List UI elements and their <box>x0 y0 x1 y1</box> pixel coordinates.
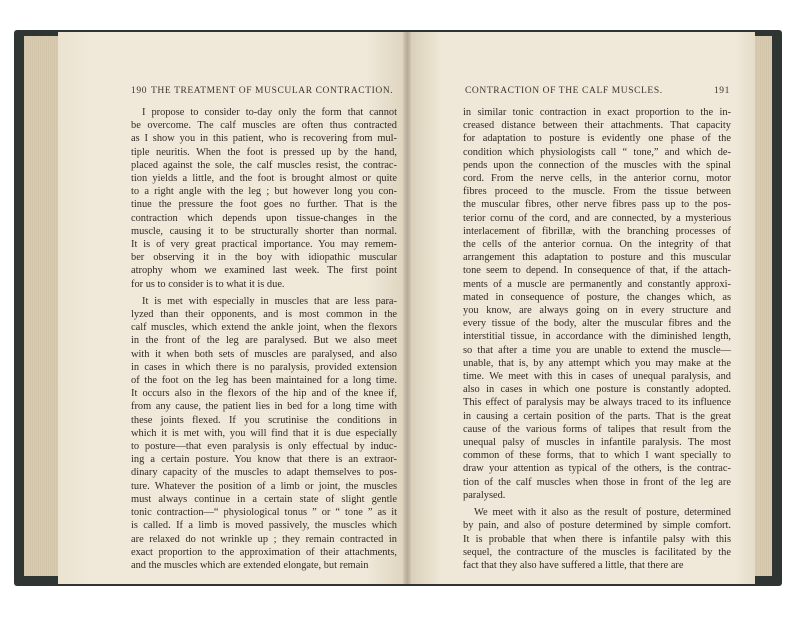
text-line: ber observing it in the boy with idiopathic muscular <box>131 252 397 264</box>
text-line: I propose to consider to-day only the form that cannot <box>142 107 397 118</box>
text-line: the cells of the anterior cornua. On the integrity of that <box>463 239 731 251</box>
text-line: ing a certain posture. You know that there is an extraor- <box>131 454 397 466</box>
open-book <box>14 30 782 586</box>
text-line: and the muscles which are extended elongate, but remain <box>131 559 369 571</box>
text-line: tonic contraction—“ physiological tonus ” or “ tone ” as it <box>131 507 397 519</box>
text-line: paralysed. <box>463 489 506 501</box>
text-line: creased distance between their attachments. That capacity <box>463 120 731 132</box>
text-line: from any cause, the patient lies in bed for a long time with <box>131 401 397 413</box>
text-line: unequal palsy of muscles in infantile paralysis. The most <box>463 437 731 449</box>
text-line: in cases in which there is no paralysis, provided extension <box>131 361 397 373</box>
text-line: be overcome. The calf muscles are often thus contracted <box>131 120 397 132</box>
text-line: which it is met with, you will find that it is due especially <box>131 427 397 439</box>
text-line: ments of a muscle are permanently and constantly approxi- <box>463 278 731 290</box>
text-line: must always continue in a certain state of slight gentle <box>131 493 397 505</box>
text-line: to a right angle with the leg ; but however long you con- <box>131 186 397 198</box>
text-line: exact proportion to the approximation of their attachments, <box>131 546 397 558</box>
text-line: cause of the various forms of talipes that result from the <box>463 423 731 435</box>
text-line: tone seem to depend. In consequence of that, if the attach- <box>463 265 731 277</box>
right-page-text <box>463 106 731 572</box>
text-line: unable, that is, by any attempt which you may make at the <box>463 357 731 369</box>
right-page-number: 191 <box>713 86 730 96</box>
text-line: terior cornu of the cord, and are connected, by a mysterious <box>463 212 731 224</box>
right-running-head: CONTRACTION OF THE CALF MUSCLES. <box>465 86 663 96</box>
text-line: condition which physiologists call “ tone,” and which de- <box>463 146 731 158</box>
text-line: It occurs also in the flexors of the hip and of the knee if, <box>131 388 397 400</box>
left-page-text <box>131 106 397 572</box>
text-line: in the front of the leg are paralysed. But we also meet <box>131 335 397 347</box>
text-line: for adaptation to posture is evidently one phase of the <box>463 133 731 145</box>
left-page-number: 190 <box>131 86 148 96</box>
text-line: fibres proceed to the muscle. From the tissue between <box>463 186 731 198</box>
text-line: as I show you in this patient, who is recovering from mul- <box>131 133 397 145</box>
text-line: to posture—that even paralysis is only effectual by induc- <box>131 441 397 453</box>
text-line: these joints flexed. If you scrutinise the conditions in <box>131 414 397 426</box>
text-line: arrangement this adaptation to posture and this muscular <box>463 252 731 264</box>
text-line: by pain, and also of posture determined by simple comfort. <box>463 520 731 532</box>
text-line: contraction which depends upon tissue-changes in the <box>131 212 397 224</box>
text-line: pends upon the connection of the muscles with the spinal <box>463 159 731 171</box>
text-line: It is probable that when there is infantile palsy with this <box>463 533 731 545</box>
text-line: interstitial tissue, in accordance with the diminished length, <box>463 331 731 343</box>
text-line: muscle, causing it to be structurally shorter than normal. <box>131 225 397 237</box>
book-gutter <box>403 32 411 584</box>
text-line: placed against the sole, the calf muscles resist, the contrac- <box>131 159 397 171</box>
left-running-head: THE TREATMENT OF MUSCULAR CONTRACTION. <box>151 86 394 96</box>
text-line: lyzed than their opponents, and is most common in the <box>131 309 397 321</box>
text-line: time. We meet with this in cases of unequal paralysis, and <box>463 371 731 383</box>
text-line: ture. Whatever the position of a limb or joint, the muscles <box>131 480 397 492</box>
text-line: tiple neuritis. When the foot is pressed up by the hand, <box>131 146 397 158</box>
text-line: of the foot on the leg has been maintained for a long time. <box>131 375 397 387</box>
text-line: atrophy whom we examined last week. The first point <box>131 265 397 277</box>
text-line: in similar tonic contraction in exact proportion to the in- <box>463 107 731 118</box>
text-line: for us to consider is to what it is due. <box>131 278 285 290</box>
text-line: This effect of paralysis may be always traced to its influence <box>463 397 731 409</box>
text-line: the muscular fibres, other nerve fibres pass up to the pos- <box>463 199 731 211</box>
text-line: are relaxed do not wrinkle up ; they remain contracted in <box>131 533 397 545</box>
text-line: fact that they also have suffered a little, that there are <box>463 559 684 571</box>
text-line: It is of very great practical importance. You may remem- <box>131 239 397 251</box>
text-line: so that after a time you are unable to extend the muscle— <box>463 344 731 356</box>
text-line: cord. From the nerve cells, in the anterior cornu, motor <box>463 173 731 185</box>
text-line: We meet with it also as the result of posture, determined <box>474 507 731 519</box>
text-line: calf muscles, which extend the ankle joint, when the flexors <box>131 322 397 334</box>
text-line: tion yields a little, and the foot is brought almost or quite <box>131 173 397 185</box>
text-line: tinue the pressure the foot goes no further. That is the <box>131 199 397 211</box>
text-line: with it when both sets of muscles are paralysed, and also <box>131 348 397 360</box>
text-line: tion of the calf muscles when those in front of the leg are <box>463 476 731 488</box>
text-line: in causing a certain position of the parts. That is the great <box>463 410 731 422</box>
text-line: every tissue of the body, alter the muscular fibres and the <box>463 318 731 330</box>
text-line: is called. If a limb is moved passively, the muscles which <box>131 520 397 532</box>
text-line: also in cases in which one posture is constantly adopted. <box>463 384 731 396</box>
text-line: interlacement of fibrillæ, with the branching processes of <box>463 225 731 237</box>
text-line: dinary capacity of the muscles to adapt themselves to pos- <box>131 467 397 479</box>
right-page <box>407 32 755 584</box>
text-line: draw your attention as typical of the others, is the contrac- <box>463 463 731 475</box>
text-line: you know, are always going on in every structure and <box>463 305 731 317</box>
text-line: mated in consequence of posture, the changes which, as <box>463 291 731 303</box>
text-line: It is met with especially in muscles that are less para- <box>142 295 397 307</box>
text-line: sequel, the contracture of the muscles is facilitated by the <box>463 546 731 558</box>
left-page <box>58 32 407 584</box>
text-line: common of these forms, that to which I want specially to <box>463 450 731 462</box>
